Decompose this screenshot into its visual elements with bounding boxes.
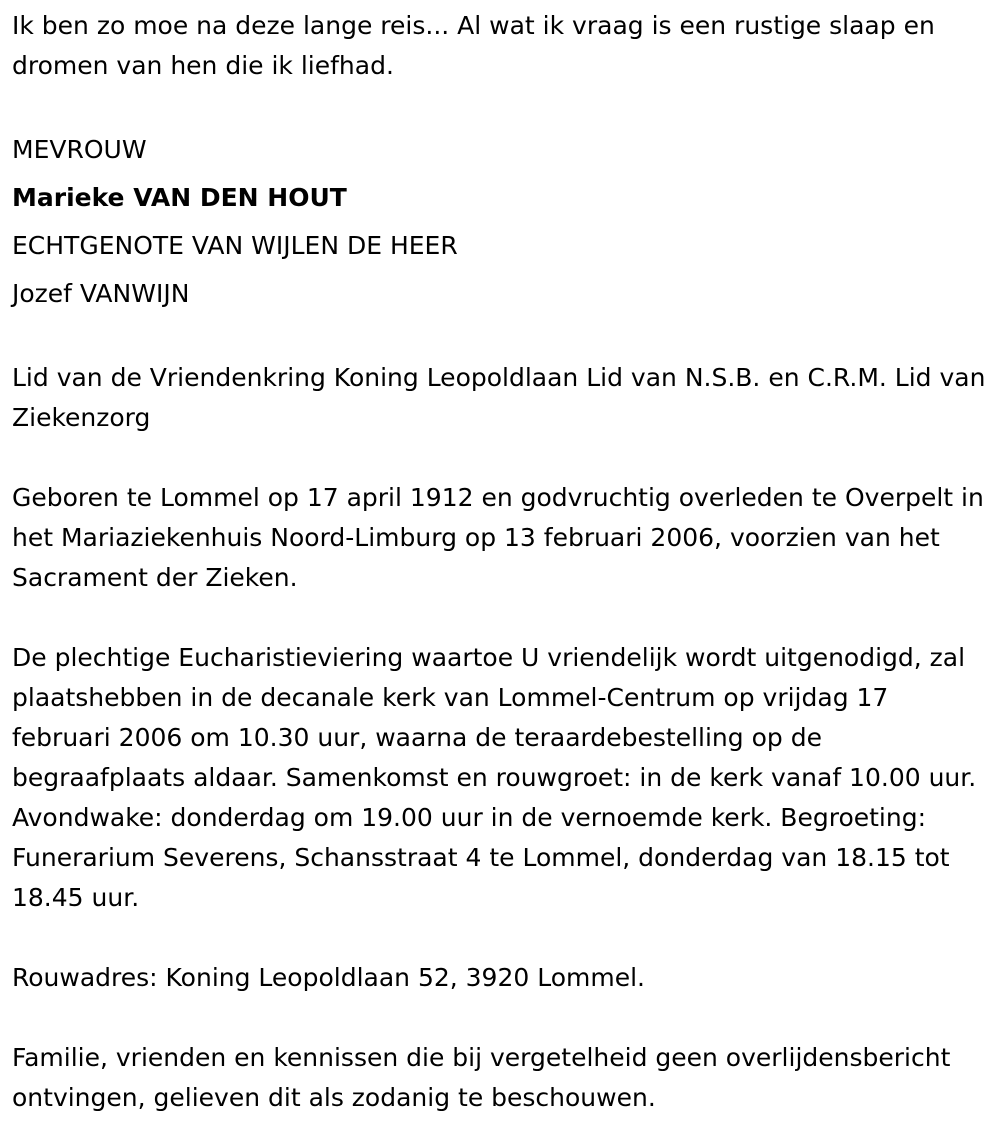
- obituary-notice: [12, 6, 992, 1118]
- honorific-title: MEVROUW: [12, 135, 147, 164]
- mourning-address: Rouwadres: Koning Leopoldlaan 52, 3920 Lommel.: [12, 963, 645, 992]
- opening-quote: Ik ben zo moe na deze lange reis... Al wat ik vraag is een rustige slaap en dromen van hen die ik liefhad.: [12, 11, 935, 80]
- spacer: [12, 998, 992, 1038]
- deceased-name: Marieke VAN DEN HOUT: [12, 183, 347, 212]
- spacer: [12, 86, 992, 126]
- spacer: [12, 438, 992, 478]
- relation-line: ECHTGENOTE VAN WIJLEN DE HEER: [12, 231, 458, 260]
- spouse-name: Jozef VANWIJN: [12, 279, 190, 308]
- spacer: [12, 598, 992, 638]
- memberships-paragraph: Lid van de Vriendenkring Koning Leopoldlaan Lid van N.S.B. en C.R.M. Lid van Ziekenzorg: [12, 363, 986, 432]
- birth-death-paragraph: Geboren te Lommel op 17 april 1912 en godvruchtig overleden te Overpelt in het Mariaziekenhuis Noord-Limburg op 13 februari 2006, voorzien van het Sacrament der Zieken.: [12, 483, 984, 592]
- spacer: [12, 918, 992, 958]
- spacer: [12, 318, 992, 358]
- closing-paragraph: Familie, vrienden en kennissen die bij vergetelheid geen overlijdensbericht ontvingen, gelieven dit als zodanig te beschouwen.: [12, 1043, 951, 1112]
- service-paragraph: De plechtige Eucharistieviering waartoe U vriendelijk wordt uitgenodigd, zal plaatshebben in de decanale kerk van Lommel-Centrum op vrijdag 17 februari 2006 om 10.30 uur, waarna de teraardebestelling op de begraafplaats aldaar. Samenkomst en rouwgroet: in de kerk vanaf 10.00 uur. Avondwake: donderdag om 19.00 uur in de vernoemde kerk. Begroeting: Funerarium Severens, Schansstraat 4 te Lommel, donderdag van 18.15 tot 18.45 uur.: [12, 643, 977, 912]
